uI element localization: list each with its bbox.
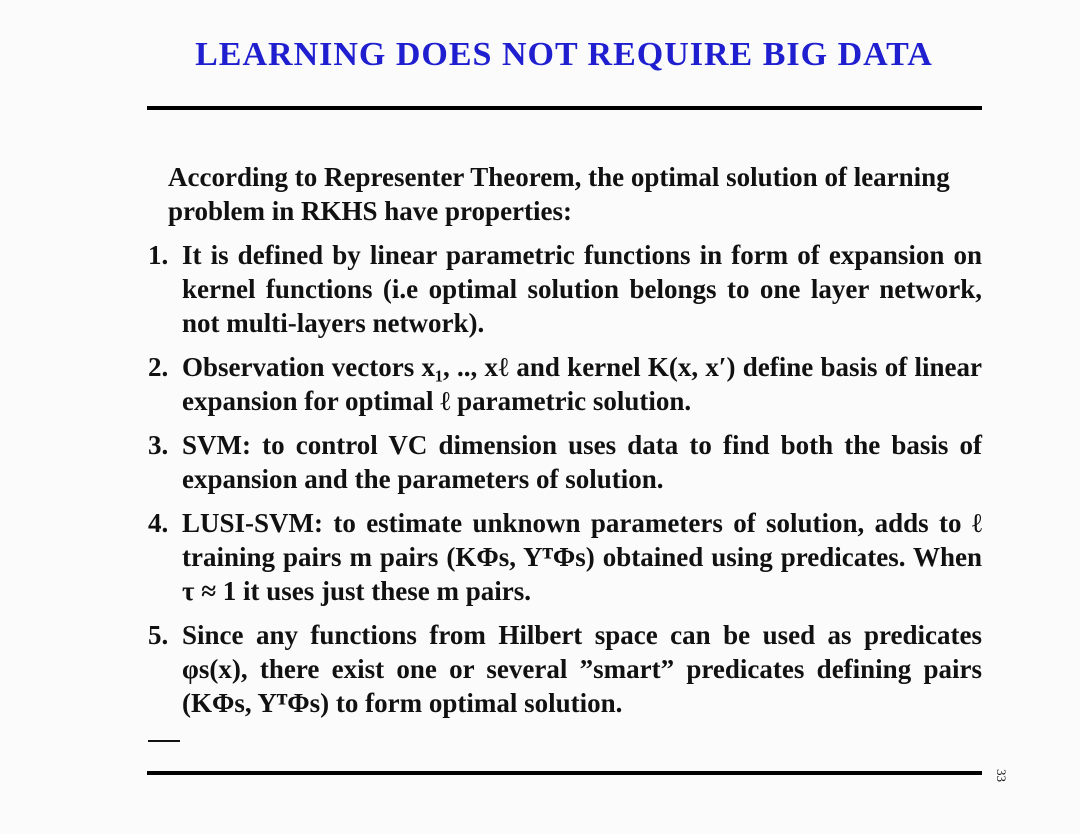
list-item (148, 350, 982, 418)
item-text: Observation vectors x₁, .., xℓ and kernel K(x, x′) define basis of linear expansion for optimal ℓ parametric solution. (182, 352, 982, 416)
item-text: It is defined by linear parametric functions in form of expansion on kernel functions (i.e optimal solution belongs to one layer network, not multi-layers network). (182, 240, 982, 338)
item-number: 5. (148, 620, 169, 650)
item-number: 4. (148, 508, 169, 538)
slide-content (148, 160, 982, 730)
item-text: Since any functions from Hilbert space can be used as predicates φs(x), there exist one or several ”smart” predicates defining pairs (KΦs, YᵀΦs) to form optimal solution. (182, 620, 982, 718)
list-item (148, 238, 982, 340)
page-number: 33 (994, 769, 1009, 782)
bottom-rule (147, 771, 982, 775)
slide-title: LEARNING DOES NOT REQUIRE BIG DATA (195, 36, 933, 73)
item-text: SVM: to control VC dimension uses data to find both the basis of expansion and the parameters of solution. (182, 430, 982, 494)
list-item (148, 428, 982, 496)
top-rule (147, 106, 982, 110)
list-item (148, 618, 982, 720)
list-item (148, 506, 982, 608)
item-number: 3. (148, 430, 169, 460)
footnote-dash (148, 740, 180, 742)
intro-paragraph: According to Representer Theorem, the optimal solution of learning problem in RKHS have properties: (168, 162, 950, 226)
item-text: LUSI-SVM: to estimate unknown parameters of solution, adds to ℓ training pairs m pairs (KΦs, YᵀΦs) obtained using predicates. When τ ≈ 1 it uses just these m pairs. (182, 508, 982, 606)
item-number: 2. (148, 352, 169, 382)
item-number: 1. (148, 240, 169, 270)
